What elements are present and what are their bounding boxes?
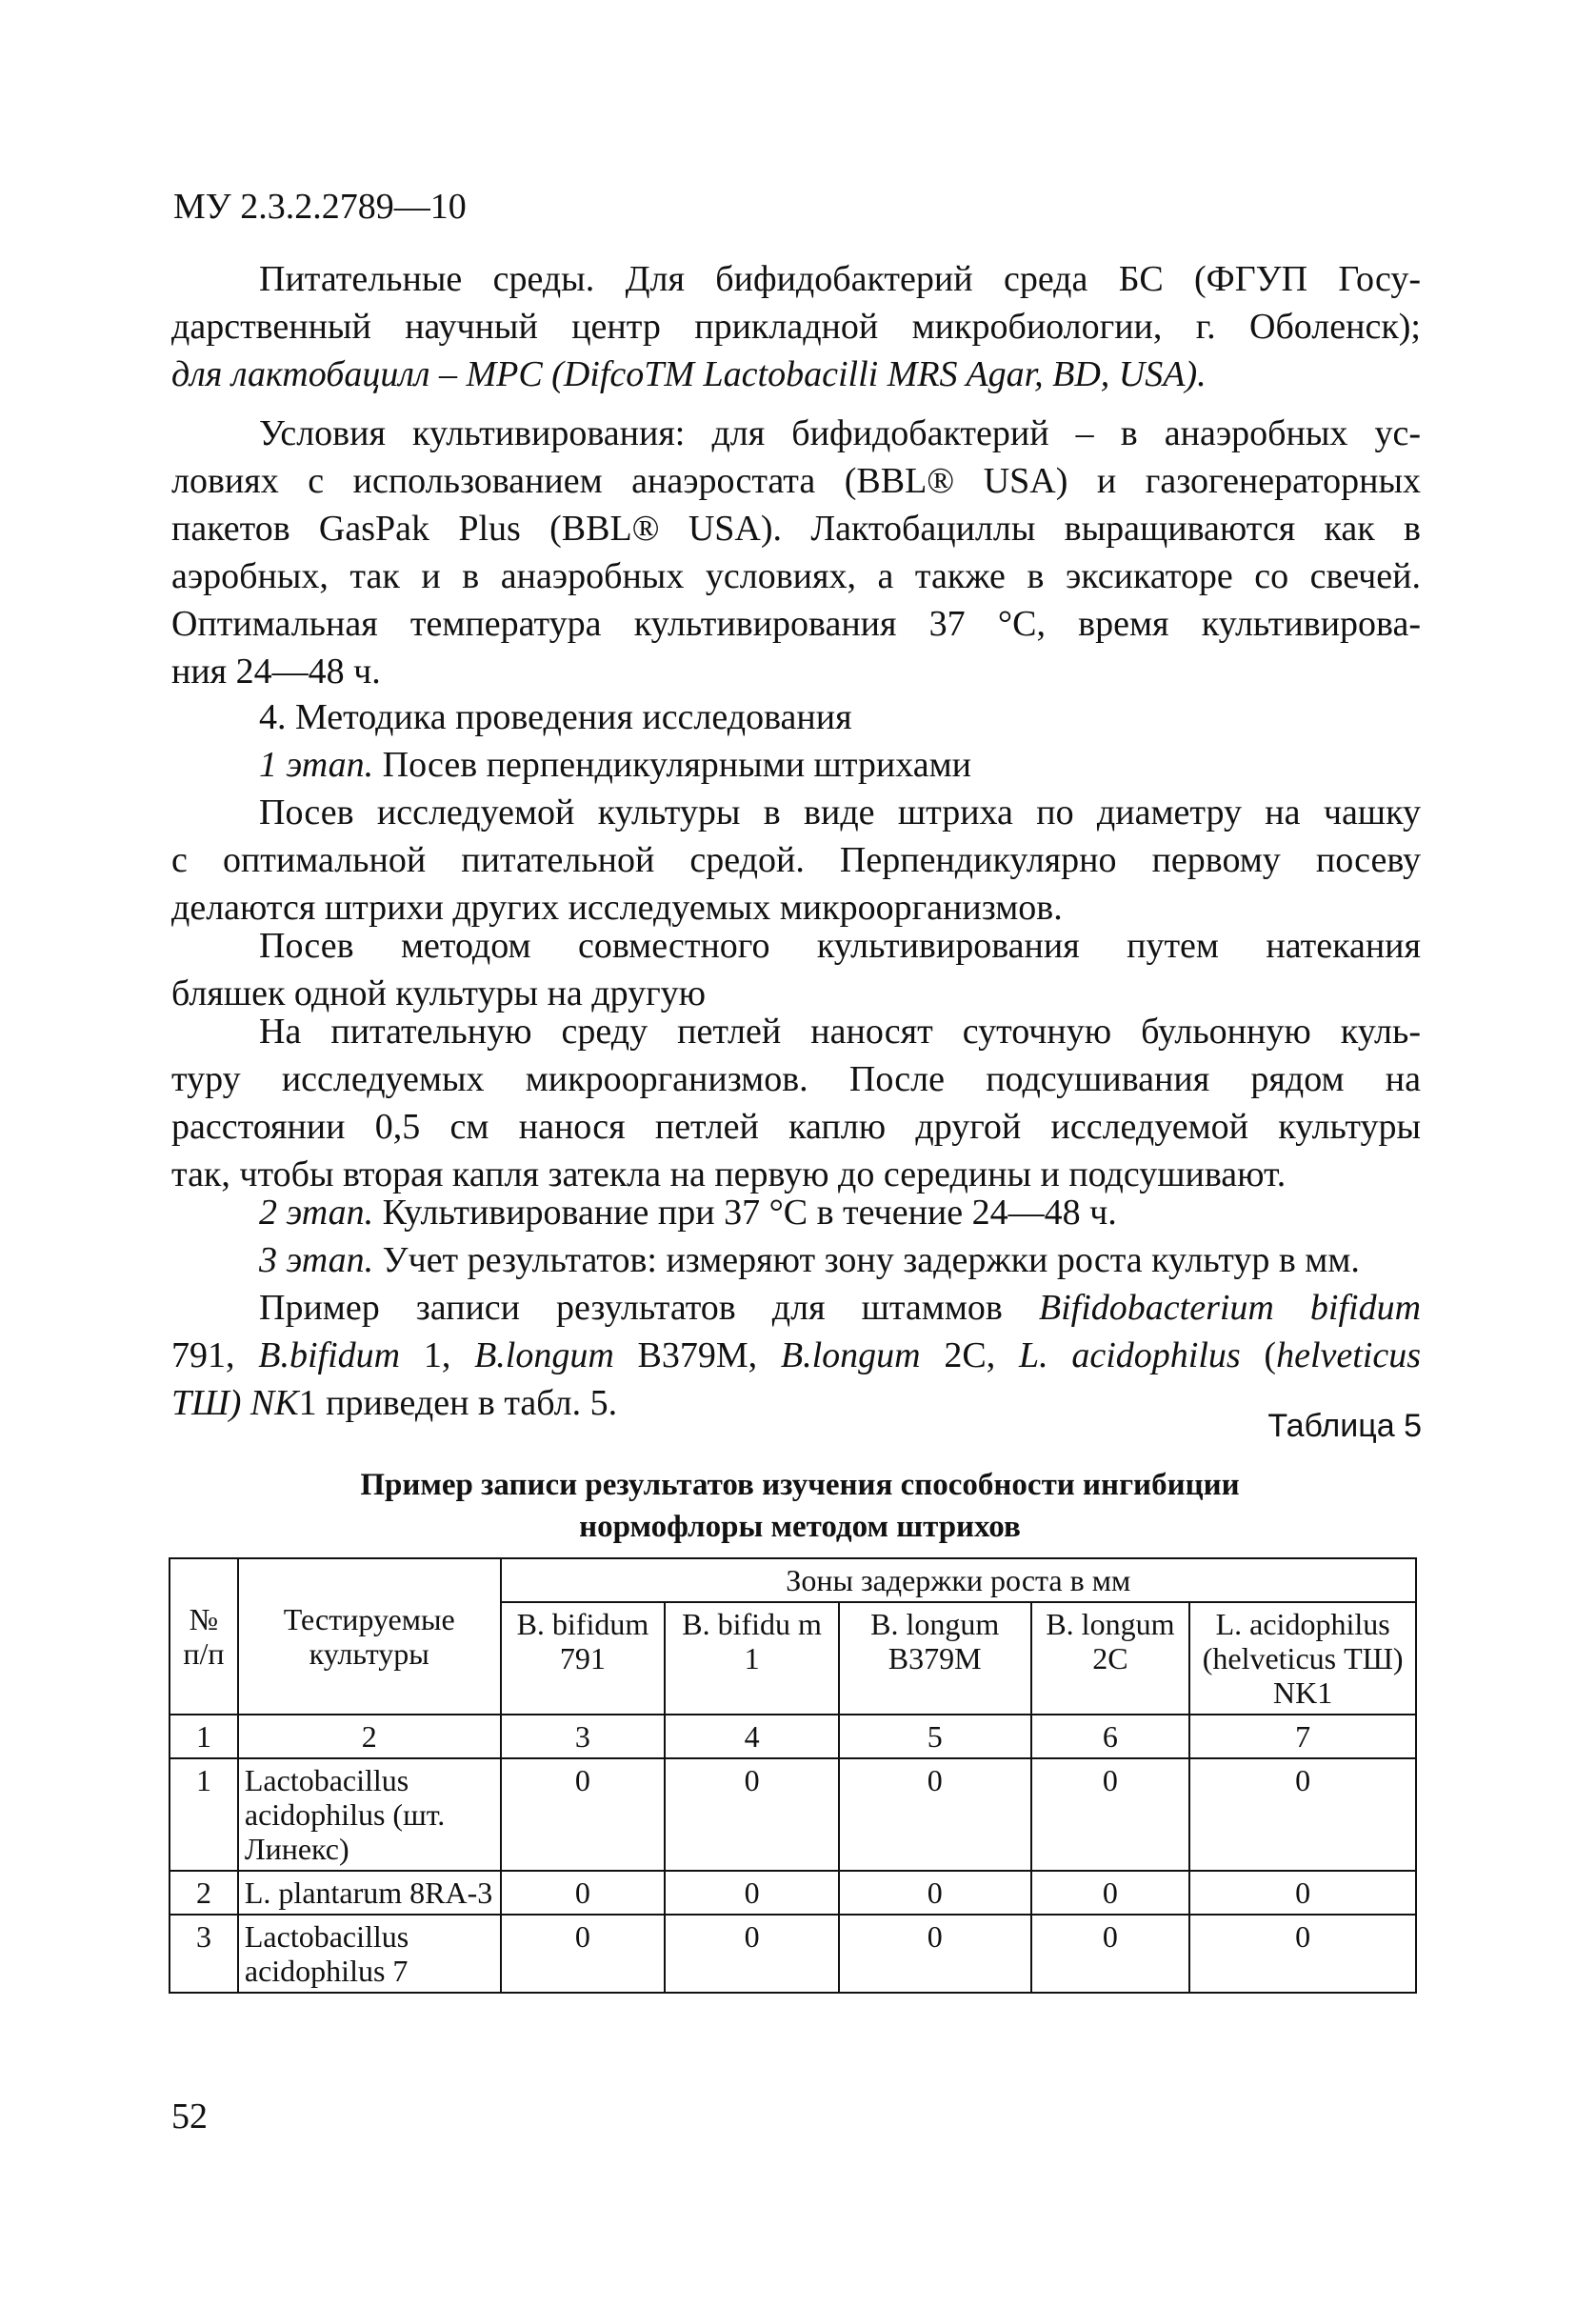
paragraph-line: делаются штрихи других исследуемых микроорганизмов. [171, 888, 1063, 928]
value-cell: 0 [1031, 1915, 1190, 1993]
index-cell: 7 [1189, 1715, 1416, 1758]
paragraph-cultivation-conditions [171, 410, 1421, 695]
paragraph-line: Оптимальная температура культивирования 37 °С, время культивирова- [171, 604, 1421, 644]
table-row [170, 1871, 1416, 1915]
value-cell: 0 [501, 1758, 666, 1871]
heading-text: 4. Методика проведения исследования [259, 697, 852, 737]
stage-2-heading [171, 1189, 1421, 1236]
value-cell: 0 [1189, 1758, 1416, 1871]
header-cell-column: B. bifidum 791 [501, 1602, 666, 1715]
results-table [169, 1557, 1417, 1994]
paragraph-line: Условия культивирования: для бифидобактерий – в анаэробных ус- [259, 413, 1421, 453]
row-number-cell: 3 [170, 1915, 238, 1993]
italic-text: B.longum [474, 1335, 614, 1375]
paragraph-line: бляшек одной культуры на другую [171, 973, 707, 1013]
index-cell: 3 [501, 1715, 666, 1758]
index-cell: 5 [839, 1715, 1031, 1758]
header-cell-column: B. longum B379M [839, 1602, 1031, 1715]
header-cell-column: L. acidophilus (helveticus ТШ) NK1 [1189, 1602, 1416, 1715]
paragraph-example [171, 1284, 1421, 1427]
value-cell: 0 [1031, 1758, 1190, 1871]
value-cell: 0 [665, 1758, 839, 1871]
italic-text: ТШ) NK [171, 1383, 299, 1423]
value-cell: 0 [665, 1871, 839, 1915]
value-cell: 0 [1189, 1915, 1416, 1993]
value-cell: 0 [1189, 1871, 1416, 1915]
stage-3-heading [171, 1236, 1421, 1284]
header-cell-column: B. longum 2C [1031, 1602, 1190, 1715]
paragraph-streak-method [171, 789, 1421, 932]
table-title-line: Пример записи результатов изучения способности ингибиции [360, 1468, 1240, 1502]
paragraph-line [171, 1284, 1421, 1332]
value-cell: 0 [665, 1915, 839, 1993]
paragraph-line [171, 1379, 1421, 1427]
value-cell: 0 [839, 1915, 1031, 1993]
stage-1-heading [171, 741, 1421, 789]
table-title [209, 1464, 1390, 1548]
culture-cell: L. plantarum 8RA-3 [238, 1871, 501, 1915]
stage-text: Посев перпендикулярными штрихами [373, 745, 971, 785]
value-cell: 0 [1031, 1871, 1190, 1915]
stage-line [171, 741, 1421, 789]
row-number-cell: 2 [170, 1871, 238, 1915]
table-header-row [170, 1558, 1416, 1602]
stage-text: Учет результатов: измеряют зону задержки роста культур в мм. [373, 1240, 1360, 1280]
table-label: Таблица 5 [1267, 1408, 1422, 1444]
document-code: МУ 2.3.2.2789—10 [173, 187, 467, 227]
paragraph-line: ния 24—48 ч. [171, 652, 381, 692]
paragraph-line: аэробных, так и в анаэробных условиях, а также в эксикаторе со свечей. [171, 556, 1421, 596]
row-number-cell: 1 [170, 1758, 238, 1871]
table-row [170, 1758, 1416, 1871]
stage-line [171, 1189, 1421, 1236]
paragraph-line: Питательные среды. Для бифидобактерий среда БС (ФГУП Госу- [259, 259, 1421, 299]
italic-text: B.longum [780, 1335, 921, 1375]
paragraph-line: с оптимальной питательной средой. Перпендикулярно первому посеву [171, 840, 1421, 880]
text-run: B379M, [613, 1335, 781, 1375]
index-cell: 2 [238, 1715, 501, 1758]
text-run: 791, [171, 1335, 259, 1375]
text-run: 1 приведен в табл. 5. [298, 1383, 618, 1423]
paragraph-line: На питательную среду петлей наносят суточную бульонную куль- [259, 1012, 1421, 1052]
text-run: Пример записи результатов для штаммов [259, 1288, 1039, 1328]
paragraph-line: Посев методом совместного культивирования путем натекания [259, 926, 1421, 966]
paragraph-line: расстоянии 0,5 см нанося петлей каплю другой исследуемой культуры [171, 1107, 1421, 1147]
text-run: ( [1240, 1335, 1277, 1375]
page-number: 52 [171, 2096, 208, 2136]
paragraph-line: туру исследуемых микроорганизмов. После подсушивания рядом на [171, 1059, 1421, 1099]
table-row [170, 1915, 1416, 1993]
paragraph-line: так, чтобы вторая капля затекла на первую до середины и подсушивают. [171, 1154, 1287, 1194]
culture-cell: Lactobacillus acidophilus (шт. Линекс) [238, 1758, 501, 1871]
italic-text: B.bifidum [258, 1335, 401, 1375]
table-title-line: нормофлоры методом штрихов [579, 1510, 1021, 1544]
paragraph-line: дарственный научный центр прикладной микробиологии, г. Оболенск); [171, 307, 1421, 347]
section-heading-method [171, 693, 1421, 741]
stage-label: 2 этап. [259, 1193, 374, 1233]
table-index-row [170, 1715, 1416, 1758]
stage-label: 3 этап. [259, 1240, 374, 1280]
paragraph-nutrient-media [171, 255, 1421, 398]
header-cell-number: № п/п [170, 1558, 238, 1715]
paragraph-line: ловиях с использованием анаэростата (BBL® USA) и газогенераторных [171, 461, 1421, 501]
paragraph-line [171, 1332, 1421, 1379]
culture-cell: Lactobacillus acidophilus 7 [238, 1915, 501, 1993]
paragraph-line [171, 351, 1421, 398]
value-cell: 0 [839, 1871, 1031, 1915]
index-cell: 6 [1031, 1715, 1190, 1758]
index-cell: 4 [665, 1715, 839, 1758]
stage-label: 1 этап. [259, 745, 374, 785]
index-cell: 1 [170, 1715, 238, 1758]
paragraph-line: пакетов GasPak Plus (BBL® USA). Лактобациллы выращиваются как в [171, 509, 1421, 549]
stage-line [171, 1236, 1421, 1284]
paragraph-co-cultivation [171, 922, 1421, 1017]
value-cell: 0 [501, 1871, 666, 1915]
paragraph-procedure [171, 1008, 1421, 1198]
italic-text: Bifidobacterium bifidum [1038, 1288, 1422, 1328]
header-cell-cultures: Тестируемые культуры [238, 1558, 501, 1715]
text-run: 1, [400, 1335, 475, 1375]
stage-text: Культивирование при 37 °С в течение 24—48 ч. [373, 1193, 1117, 1233]
italic-text: L. acidophilus [1018, 1335, 1241, 1375]
header-cell-zones: Зоны задержки роста в мм [501, 1558, 1416, 1602]
value-cell: 0 [839, 1758, 1031, 1871]
header-cell-column: B. bifidu m 1 [665, 1602, 839, 1715]
text-run: 2C, [920, 1335, 1019, 1375]
italic-text: helveticus [1276, 1335, 1422, 1375]
value-cell: 0 [501, 1915, 666, 1993]
paragraph-line: Посев исследуемой культуры в виде штриха по диаметру на чашку [259, 792, 1421, 833]
italic-text: для лактобацилл – МРС (DifcoTM Lactobacilli MRS Agar, BD, USA). [171, 354, 1207, 394]
